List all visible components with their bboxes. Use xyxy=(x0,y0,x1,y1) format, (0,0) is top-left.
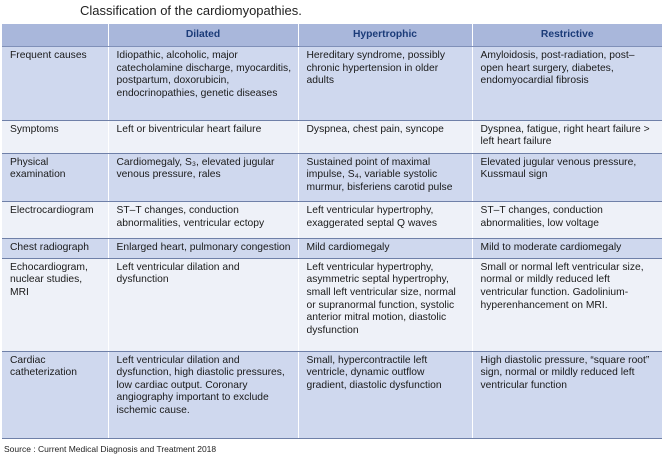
table-row xyxy=(2,351,662,438)
cell-hypertrophic: Sustained point of maximal impulse, S₄, variable systolic murmur, bisferiens carotid pulse xyxy=(298,153,472,201)
cell-dilated: Enlarged heart, pulmonary congestion xyxy=(108,238,298,258)
cell-dilated: ST–T changes, conduction abnormalities, ventricular ectopy xyxy=(108,202,298,239)
row-label: Electrocardiogram xyxy=(2,202,108,239)
header-restrictive: Restrictive xyxy=(472,24,662,47)
table-row xyxy=(2,153,662,201)
table-row xyxy=(2,120,662,153)
cell-restrictive: Small or normal left ventricular size, normal or mildly reduced left ventricular function. Gadolinium-hyperenhancement on MRI. xyxy=(472,258,662,351)
cell-dilated: Cardiomegaly, S₃, elevated jugular venous pressure, rales xyxy=(108,153,298,201)
table-row xyxy=(2,47,662,121)
row-label: Symptoms xyxy=(2,120,108,153)
cell-dilated: Left ventricular dilation and dysfunction xyxy=(108,258,298,351)
row-label: Echocardiogram, nuclear studies, MRI xyxy=(2,258,108,351)
row-label: Cardiac catheterization xyxy=(2,351,108,438)
row-label: Chest radiograph xyxy=(2,238,108,258)
cell-restrictive: Dyspnea, fatigue, right heart failure > left heart failure xyxy=(472,120,662,153)
cell-restrictive: Elevated jugular venous pressure, Kussmaul sign xyxy=(472,153,662,201)
cell-hypertrophic: Hereditary syndrome, possibly chronic hypertension in older adults xyxy=(298,47,472,121)
cell-hypertrophic: Mild cardiomegaly xyxy=(298,238,472,258)
cell-restrictive: High diastolic pressure, “square root” sign, normal or mildly reduced left ventricular function xyxy=(472,351,662,438)
table-caption: Classification of the cardiomyopathies. xyxy=(80,3,302,18)
cell-hypertrophic: Small, hypercontractile left ventricle, dynamic outflow gradient, diastolic dysfunction xyxy=(298,351,472,438)
header-dilated: Dilated xyxy=(108,24,298,47)
table-row xyxy=(2,258,662,351)
header-row xyxy=(2,24,662,47)
header-hypertrophic: Hypertrophic xyxy=(298,24,472,47)
cell-restrictive: Mild to moderate cardiomegaly xyxy=(472,238,662,258)
table-row xyxy=(2,202,662,239)
cell-hypertrophic: Left ventricular hypertrophy, asymmetric septal hypertrophy, small left ventricular size, normal or supranormal function, systolic anterior mitral motion, diastolic dysfunction xyxy=(298,258,472,351)
row-label: Physical examination xyxy=(2,153,108,201)
cell-restrictive: Amyloidosis, post-radiation, post–open heart surgery, diabetes, endomyocardial fibrosis xyxy=(472,47,662,121)
table-row xyxy=(2,238,662,258)
source-note: Source : Current Medical Diagnosis and Treatment 2018 xyxy=(4,444,217,454)
cell-dilated: Idiopathic, alcoholic, major catecholamine discharge, myocarditis, postpartum, doxorubicin, endocrinopathies, genetic diseases xyxy=(108,47,298,121)
cell-hypertrophic: Dyspnea, chest pain, syncope xyxy=(298,120,472,153)
cell-dilated: Left or biventricular heart failure xyxy=(108,120,298,153)
cell-restrictive: ST–T changes, conduction abnormalities, low voltage xyxy=(472,202,662,239)
row-label: Frequent causes xyxy=(2,47,108,121)
cell-hypertrophic: Left ventricular hypertrophy, exaggerated septal Q waves xyxy=(298,202,472,239)
cardiomyopathy-table xyxy=(2,24,662,439)
header-blank xyxy=(2,24,108,47)
cell-dilated: Left ventricular dilation and dysfunction, high diastolic pressures, low cardiac output. Coronary angiography important to exclude ischemic cause. xyxy=(108,351,298,438)
